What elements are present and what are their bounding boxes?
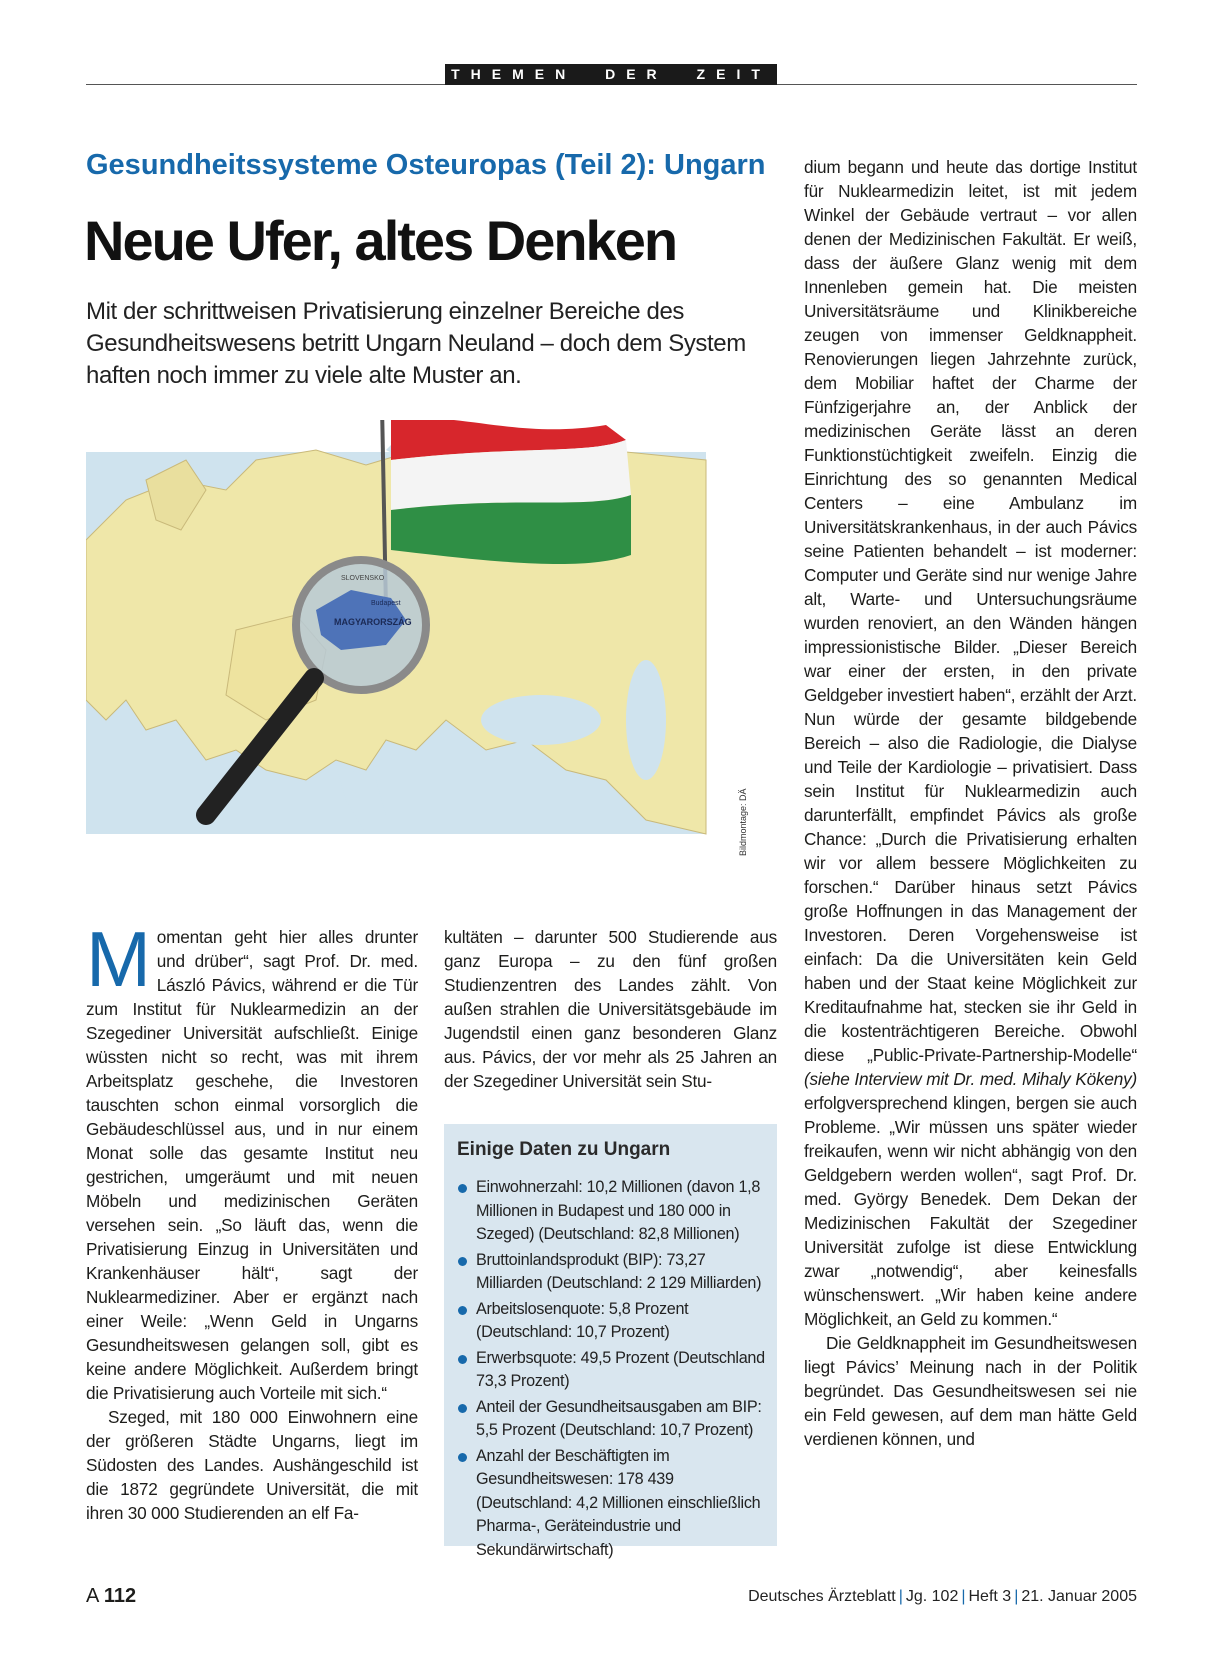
image-credit [738,776,752,856]
fact-item: Anzahl der Beschäftigten im Gesundheitswesen: 178 439 (Deutschland: 4,2 Millionen einschließlich Pharma-, Geräteindustrie und Sekundärwirtschaft) [457,1445,772,1563]
footer-citation: Deutsches Ärzteblatt | Jg. 102 | Heft 3 | 21. Januar 2005 [748,1588,1137,1605]
map-illustration [86,420,746,852]
article-kicker: Gesundheitssysteme Osteuropas (Teil 2): Ungarn [86,149,766,181]
article-headline: Neue Ufer, altes Denken [84,209,677,272]
credit-text: Bildmontage: DÄ [738,788,748,856]
body-paragraph: Die Geldknappheit im Gesundheitswesen liegt Pávics’ Meinung nach in der Politik begründet. Das Gesundheitswesen sei nie ein Feld gewesen, auf dem man hätte Geld verdienen können, und [804,1333,1137,1449]
body-column-2 [444,925,777,1093]
body-paragraph [86,915,418,1405]
bullet-icon [458,1184,467,1193]
body-column-3 [804,155,1137,1451]
body-paragraph: dium begann und heute das dortige Institut für Nuklearmedizin leitet, ist mit jedem Winkel der Gebäude vertraut – vor allen denen der Medizinischen Fakultät. Er weiß, dass der äußere Glanz wenig mit dem Innenleben gemein hat. Die meisten Universitätsräume und Klinikbereiche zeugen von immenser Geldknappheit. Renovierungen liegen Jahrzehnte zurück, dem Mobiliar haftet der Charme der Fünfzigerjahre an, der Anblick der medizinischen Geräte lässt an deren Funktionstüchtigkeit zweifeln. Einzig die Einrichtung des so genannten Medical Centers – eine Ambulanz im Universitätskrankenhaus, in der auch Pávics seine Patienten behandelt – ist moderner: Computer und Geräte sind nur wenige Jahre alt, Warte- und Untersuchungsräume wurden renoviert, an den Wänden hängen impressionistische Bilder. „Dieser Bereich war einer der ersten, in den private Geldgeber investiert haben“, erzählt der Arzt. Nun würde der gesamte bildgebende Bereich – also die Radiologie, die Dialyse und Teile der Kardiologie – privatisiert. Dass sein Institut für Nuklearmedizin auch darunterfällt, empfindet Pávics als große Chance: „Durch die Privatisierung erhalten wir vor allem bessere Möglichkeiten zu forschen.“ Darüber hinaus setzt Pávics große Hoffnungen in das Management der Investoren. Deren Vorgehensweise ist einfach: Da die Universitäten kein Geld haben und der Staat keine Möglichkeit zur Kreditaufnahme hat, stecken sie ihr Geld in die kostenträchtigeren Bereiche. Obwohl diese „Public-Private-Partnership-Modelle“ (siehe Interview mit Dr. med. Mihaly Kökeny) erfolgversprechend klingen, bergen sie auch Probleme. „Wir müssen uns später wieder freikaufen, wenn wir nicht abhängig von den Geldgebern werden wollen“, sagt Prof. Dr. med. György Benedek. Dem Dekan der Medizinischen Fakultät der Szegediner Universität zufolge ist diese Entwicklung zwar „notwendig“, aber keinesfalls wünschenswert. „Wir haben keine andere Möglichkeit, an Geld zu kommen.“ [804,157,1137,1329]
paragraph-text: omentan geht hier alles drunter und drüber“, sagt Prof. Dr. med. László Pávics, während er die Tür zum Institut für Nuklearmedizin an der Szegediner Universität aufschließt. Einige wüssten nicht so recht, was mit ihrem Arbeitsplatz geschehe, die Investoren tauschten schon einmal vorsorglich die Gebäudeschlüssel aus, und in nur einem Monat solle das gesamte Institut neu gestrichen, umgeräumt und mit neuen Möbeln und medizinischen Geräten versehen sein. „So läuft das, wenn die Privatisierung Einzug in Universitäten und Krankenhäuser hält“, sagt der Nuklearmediziner. Aber er ergänzt nach einer Weile: „Wenn Geld in Ungarns Gesundheitswesen gelangen soll, gibt es keine andere Möglichkeit. Außerdem bringt die Privatisierung auch Vorteile mit sich.“ [86,927,418,1403]
fact-box [444,1124,777,1559]
journal-name: Deutsches Ärzteblatt [748,1588,896,1605]
journal-volume: Jg. 102 [905,1588,959,1605]
fact-item: Einwohnerzahl: 10,2 Millionen (davon 1,8 Millionen in Budapest und 180 000 in Szeged) (Deutschland: 82,8 Millionen) [457,1176,772,1247]
fact-item: Arbeitslosenquote: 5,8 Prozent (Deutschland: 10,7 Prozent) [457,1298,772,1345]
body-column-1 [86,915,418,1525]
fact-item: Erwerbsquote: 49,5 Prozent (Deutschland 73,3 Prozent) [457,1347,772,1394]
bullet-icon [458,1404,467,1413]
dropcap: M [86,915,151,1003]
bullet-icon [458,1257,467,1266]
interview-reference: (siehe Interview mit Dr. med. Mihaly Kökeny) [804,1069,1137,1089]
fact-item: Bruttoinlandsprodukt (BIP): 73,27 Milliarden (Deutschland: 2 129 Milliarden) [457,1249,772,1296]
map-label-country: MAGYARORSZÁG [334,617,412,627]
bullet-icon [458,1453,467,1462]
fact-list [457,1176,772,1564]
body-paragraph: Szeged, mit 180 000 Einwohnern eine der größeren Städte Ungarns, liegt im Südosten des Landes. Aushängeschild ist die 1872 gegründete Universität, die mit ihren 30 000 Studierenden an elf Fa- [86,1407,418,1523]
bullet-icon [458,1355,467,1364]
issue-date: 21. Januar 2005 [1021,1588,1137,1605]
bullet-icon [458,1306,467,1315]
map-label-city: Budapest [371,600,401,607]
fact-box-title: Einige Daten zu Ungarn [457,1139,671,1160]
journal-issue: Heft 3 [968,1588,1012,1605]
article-lead: Mit der schrittweisen Privatisierung einzelner Bereiche des Gesundheitswesens betritt Ungarn Neuland – doch dem System haften noch immer zu viele alte Muster an. [86,298,746,389]
map-label-neighbor: SLOVENSKO [341,575,385,582]
body-paragraph: kultäten – darunter 500 Studierende aus ganz Europa – zu den fünf großen Studienzentren des Landes zählt. Von außen strahlen die Universitätsgebäude im Jugendstil einen ganz besonderen Glanz aus. Pávics, der vor mehr als 25 Jahren an der Szegediner Universität sein Stu- [444,927,777,1091]
fact-item: Anteil der Gesundheitsausgaben am BIP: 5,5 Prozent (Deutschland: 10,7 Prozent) [457,1396,772,1443]
section-header: THEMEN DER ZEIT [445,64,777,85]
page-number: A 112 [86,1585,137,1607]
